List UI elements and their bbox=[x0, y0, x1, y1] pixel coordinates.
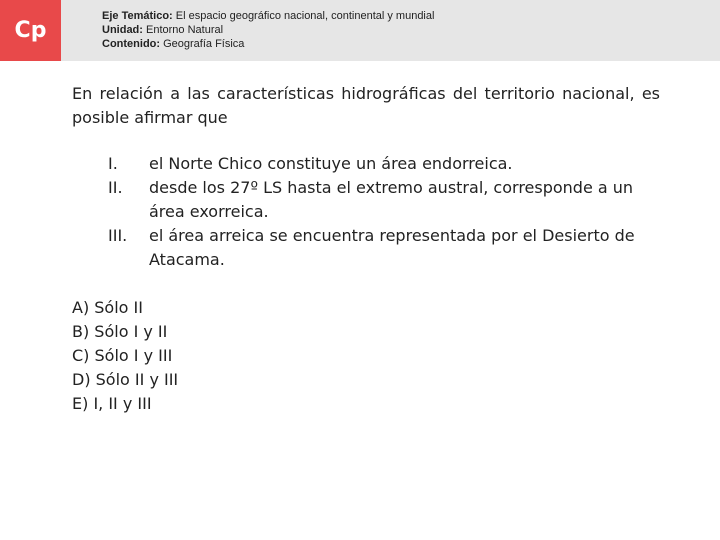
header-bar bbox=[0, 0, 720, 61]
statement-text: desde los 27º LS hasta el extremo austral, corresponde a un área exorreica. bbox=[149, 178, 634, 221]
option-e[interactable]: E) I, II y III bbox=[72, 394, 152, 413]
cp-logo: Cp bbox=[0, 0, 61, 61]
eje-tematico-label: Eje Temático: bbox=[102, 10, 173, 22]
statement-ii bbox=[108, 176, 648, 224]
statement-number: II. bbox=[108, 178, 123, 197]
contenido-row bbox=[102, 37, 434, 51]
eje-tematico-row bbox=[102, 9, 434, 23]
option-d[interactable]: D) Sólo II y III bbox=[72, 370, 179, 389]
statement-text: el área arreica se encuentra representada por el Desierto de Atacama. bbox=[149, 226, 635, 269]
statement-number: I. bbox=[108, 154, 118, 173]
unidad-value: Entorno Natural bbox=[146, 24, 224, 36]
statement-iii bbox=[108, 224, 648, 272]
question-stem: En relación a las características hidrográficas del territorio nacional, es posible afirmar que bbox=[72, 84, 660, 127]
statement-text: el Norte Chico constituye un área endorreica. bbox=[149, 154, 513, 173]
unidad-row bbox=[102, 23, 434, 37]
option-b[interactable]: B) Sólo I y II bbox=[72, 322, 168, 341]
contenido-label: Contenido: bbox=[102, 38, 161, 50]
unidad-label: Unidad: bbox=[102, 24, 143, 36]
statement-i bbox=[108, 152, 648, 176]
answer-options bbox=[72, 296, 178, 416]
contenido-value: Geografía Física bbox=[163, 38, 245, 50]
statement-number: III. bbox=[108, 226, 128, 245]
option-a[interactable]: A) Sólo II bbox=[72, 298, 143, 317]
statement-list bbox=[108, 152, 648, 272]
eje-tematico-value: El espacio geográfico nacional, continental y mundial bbox=[175, 10, 435, 22]
topic-metadata bbox=[102, 9, 434, 51]
option-c[interactable]: C) Sólo I y III bbox=[72, 346, 173, 365]
